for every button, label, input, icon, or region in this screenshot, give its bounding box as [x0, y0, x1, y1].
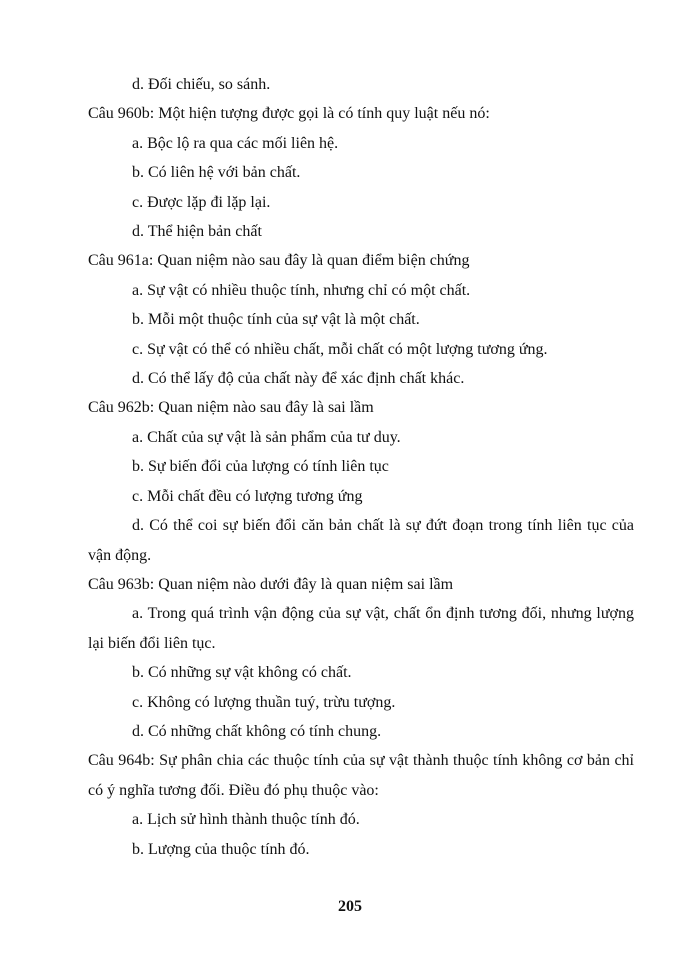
answer-option: b. Mỗi một thuộc tính của sự vật là một chất. [132, 311, 420, 329]
question-line: Câu 960b: Một hiện tượng được gọi là có tính quy luật nếu nó: [88, 105, 490, 123]
answer-option: a. Bộc lộ ra qua các mối liên hệ. [132, 134, 339, 152]
answer-option: a. Sự vật có nhiều thuộc tính, nhưng chỉ có một chất. [132, 281, 471, 299]
answer-option: d. Có thể coi sự biến đổi căn bản chất là sự đứt đoạn trong tính liên tục của [132, 517, 634, 535]
answer-option: b. Lượng của thuộc tính đó. [132, 840, 310, 858]
question-line: Câu 964b: Sự phân chia các thuộc tính của sự vật thành thuộc tính không cơ bản chỉ [88, 752, 634, 770]
answer-option: a. Chất của sự vật là sản phẩm của tư duy. [132, 428, 401, 446]
continuation-line: lại biến đổi liên tục. [88, 634, 216, 652]
answer-option: c. Được lặp đi lặp lại. [132, 193, 271, 211]
continuation-line: vận động. [88, 546, 152, 564]
answer-option: b. Sự biến đổi của lượng có tính liên tục [132, 458, 389, 476]
answer-option: d. Có thể lấy độ của chất này để xác định chất khác. [132, 370, 465, 388]
page-number: 205 [338, 898, 362, 915]
answer-option: d. Thể hiện bản chất [132, 223, 262, 241]
answer-option: b. Có liên hệ với bản chất. [132, 164, 301, 182]
answer-option: d. Đối chiếu, so sánh. [132, 76, 271, 93]
answer-option: a. Trong quá trình vận động của sự vật, chất ổn định tương đối, nhưng lượng [132, 605, 634, 623]
page-content [88, 70, 634, 864]
question-line: Câu 963b: Quan niệm nào dưới đây là quan niệm sai lầm [88, 575, 454, 593]
answer-option: c. Không có lượng thuần tuý, trừu tượng. [132, 693, 396, 711]
answer-option: c. Sự vật có thể có nhiều chất, mỗi chất có một lượng tương ứng. [132, 340, 548, 358]
question-line: Câu 962b: Quan niệm nào sau đây là sai lầm [88, 399, 374, 417]
question-line: Câu 961a: Quan niệm nào sau đây là quan điểm biện chứng [88, 252, 470, 270]
answer-option: c. Mỗi chất đều có lượng tương ứng [132, 487, 363, 505]
answer-option: d. Có những chất không có tính chung. [132, 722, 382, 740]
continuation-line: có ý nghĩa tương đối. Điều đó phụ thuộc vào: [88, 781, 379, 799]
answer-option: a. Lịch sử hình thành thuộc tính đó. [132, 811, 360, 829]
answer-option: b. Có những sự vật không có chất. [132, 664, 352, 682]
